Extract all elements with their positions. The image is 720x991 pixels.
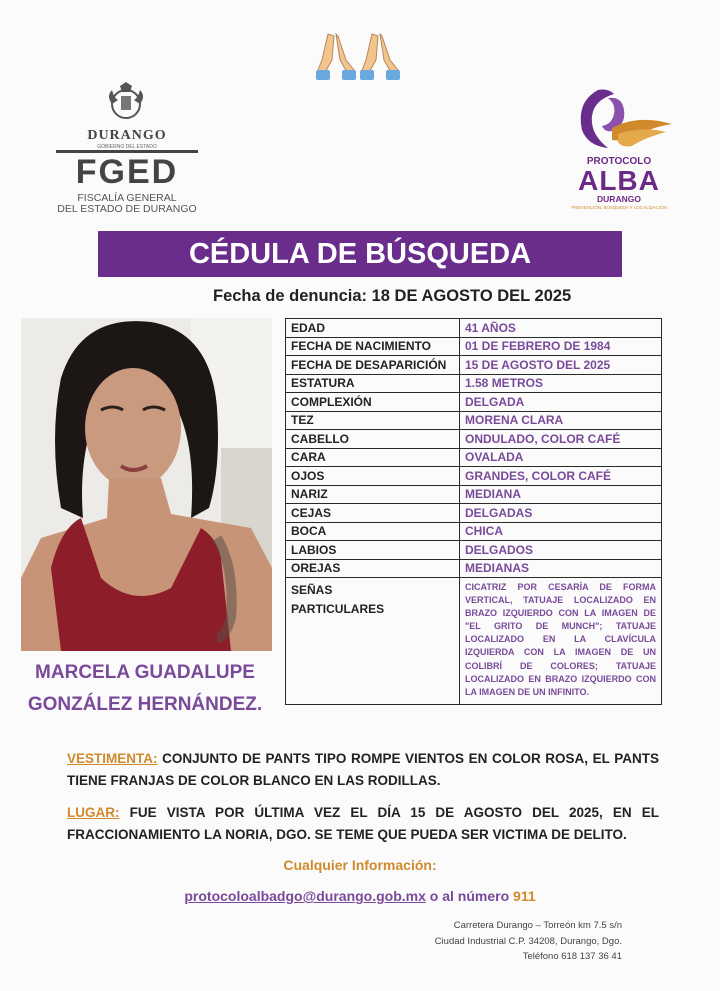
table-row bbox=[286, 485, 662, 504]
detail-value: OVALADA bbox=[460, 448, 662, 467]
fged-state: DURANGO bbox=[87, 128, 167, 143]
senas-value: CICATRIZ POR CESARÍA DE FORMA VERTICAL, TATUAJE LOCALIZADO EN BRAZO IZQUIERDO CON LA IMAGEN DE "EL GRITO DE MUNCH"; TATUAJE LOCALIZADO EN LA CLAVÍCULA IZQUIERDA CON LA IMAGEN DE UN COLIBRÍ DE COLORES; TATUAJE LOCALIZADO EN BRAZO IZQUIERDO CON LA IMAGEN DE UN INFINITO. bbox=[460, 578, 662, 705]
detail-label: LABIOS bbox=[286, 541, 460, 560]
table-row bbox=[286, 411, 662, 430]
table-row bbox=[286, 522, 662, 541]
alba-line2: DURANGO bbox=[597, 194, 641, 204]
fged-acronym: FGED bbox=[75, 153, 179, 191]
table-row bbox=[286, 504, 662, 523]
table-row bbox=[286, 430, 662, 449]
detail-value: MORENA CLARA bbox=[460, 411, 662, 430]
alba-tagline: PREVENCIÓN, BÚSQUEDA Y LOCALIZACIÓN bbox=[571, 205, 667, 210]
fged-line2: DEL ESTADO DE DURANGO bbox=[57, 203, 197, 215]
detail-label: ESTATURA bbox=[286, 374, 460, 393]
fged-logo bbox=[52, 82, 202, 214]
detail-value: 15 DE AGOSTO DEL 2025 bbox=[460, 356, 662, 375]
table-row-senas bbox=[286, 578, 662, 705]
alba-name: ALBA bbox=[578, 165, 660, 196]
detail-value: DELGADA bbox=[460, 393, 662, 412]
detail-label: EDAD bbox=[286, 319, 460, 338]
detail-label: FECHA DE DESAPARICIÓN bbox=[286, 356, 460, 375]
detail-label: OREJAS bbox=[286, 559, 460, 578]
contact-email-link[interactable]: protocoloalbadgo@durango.gob.mx bbox=[184, 888, 426, 904]
person-name-line2: GONZÁLEZ HERNÁNDEZ. bbox=[27, 694, 263, 715]
table-row bbox=[286, 541, 662, 560]
detail-label: NARIZ bbox=[286, 485, 460, 504]
table-row bbox=[286, 448, 662, 467]
vestimenta-text: CONJUNTO DE PANTS TIPO ROMPE VIENTOS EN COLOR ROSA, EL PANTS TIENE FRANJAS DE COLOR BLANCO EN LAS RODILLAS. bbox=[67, 751, 659, 788]
table-row bbox=[286, 337, 662, 356]
address-line1: Carretera Durango – Torreón km 7.5 s/n bbox=[453, 920, 622, 931]
contact-number: 911 bbox=[513, 888, 536, 904]
vestimenta-paragraph bbox=[67, 748, 659, 792]
alba-emblem-icon bbox=[568, 84, 678, 156]
person-name-line1: MARCELA GUADALUPE bbox=[35, 662, 255, 683]
lugar-label: LUGAR: bbox=[67, 805, 120, 820]
vestimenta-label: VESTIMENTA: bbox=[67, 751, 158, 766]
alba-line1: PROTOCOLO bbox=[586, 156, 652, 167]
detail-value: 01 DE FEBRERO DE 1984 bbox=[460, 337, 662, 356]
detail-label: BOCA bbox=[286, 522, 460, 541]
address-line2: Ciudad Industrial C.P. 34208, Durango, Dgo. bbox=[434, 936, 622, 947]
senas-label-line1: SEÑAS bbox=[291, 583, 333, 597]
table-row bbox=[286, 393, 662, 412]
address-line3: Teléfono 618 137 36 41 bbox=[522, 951, 622, 962]
lugar-text: FUE VISTA POR ÚLTIMA VEZ EL DÍA 15 DE AGOSTO DEL 2025, EN EL FRACCIONAMIENTO LA NORIA, DGO. SE TEME QUE PUEDA SER VICTIMA DE DELITO. bbox=[67, 805, 659, 842]
detail-label: CARA bbox=[286, 448, 460, 467]
detail-value: ONDULADO, COLOR CAFÉ bbox=[460, 430, 662, 449]
report-date: Fecha de denuncia: 18 DE AGOSTO DEL 2025 bbox=[213, 287, 572, 305]
detail-label: OJOS bbox=[286, 467, 460, 486]
table-row bbox=[286, 559, 662, 578]
contact-line bbox=[0, 888, 720, 904]
table-row bbox=[286, 319, 662, 338]
page-title: CÉDULA DE BÚSQUEDA bbox=[98, 231, 622, 277]
fged-gob: GOBIERNO DEL ESTADO bbox=[97, 144, 157, 150]
senas-label bbox=[286, 578, 460, 705]
praying-hands-icon bbox=[310, 30, 410, 82]
detail-label: FECHA DE NACIMIENTO bbox=[286, 337, 460, 356]
detail-value: 1.58 METROS bbox=[460, 374, 662, 393]
alba-logo bbox=[564, 84, 684, 214]
detail-value: MEDIANAS bbox=[460, 559, 662, 578]
detail-value: DELGADAS bbox=[460, 504, 662, 523]
table-row bbox=[286, 374, 662, 393]
state-seal-icon bbox=[104, 82, 148, 126]
detail-value: CHICA bbox=[460, 522, 662, 541]
detail-value: DELGADOS bbox=[460, 541, 662, 560]
detail-value: GRANDES, COLOR CAFÉ bbox=[460, 467, 662, 486]
contact-heading: Cualquier Información: bbox=[283, 857, 437, 873]
table-row bbox=[286, 467, 662, 486]
table-row bbox=[286, 356, 662, 375]
contact-connector: o al número bbox=[429, 888, 510, 904]
detail-label: CABELLO bbox=[286, 430, 460, 449]
fged-line1: FISCALÍA GENERAL bbox=[77, 192, 177, 204]
missing-person-photo bbox=[21, 318, 272, 651]
detail-value: 41 AÑOS bbox=[460, 319, 662, 338]
detail-label: COMPLEXIÓN bbox=[286, 393, 460, 412]
detail-label: CEJAS bbox=[286, 504, 460, 523]
senas-label-line2: PARTICULARES bbox=[291, 602, 385, 616]
details-table bbox=[285, 318, 662, 705]
lugar-paragraph bbox=[67, 802, 659, 846]
detail-label: TEZ bbox=[286, 411, 460, 430]
detail-value: MEDIANA bbox=[460, 485, 662, 504]
